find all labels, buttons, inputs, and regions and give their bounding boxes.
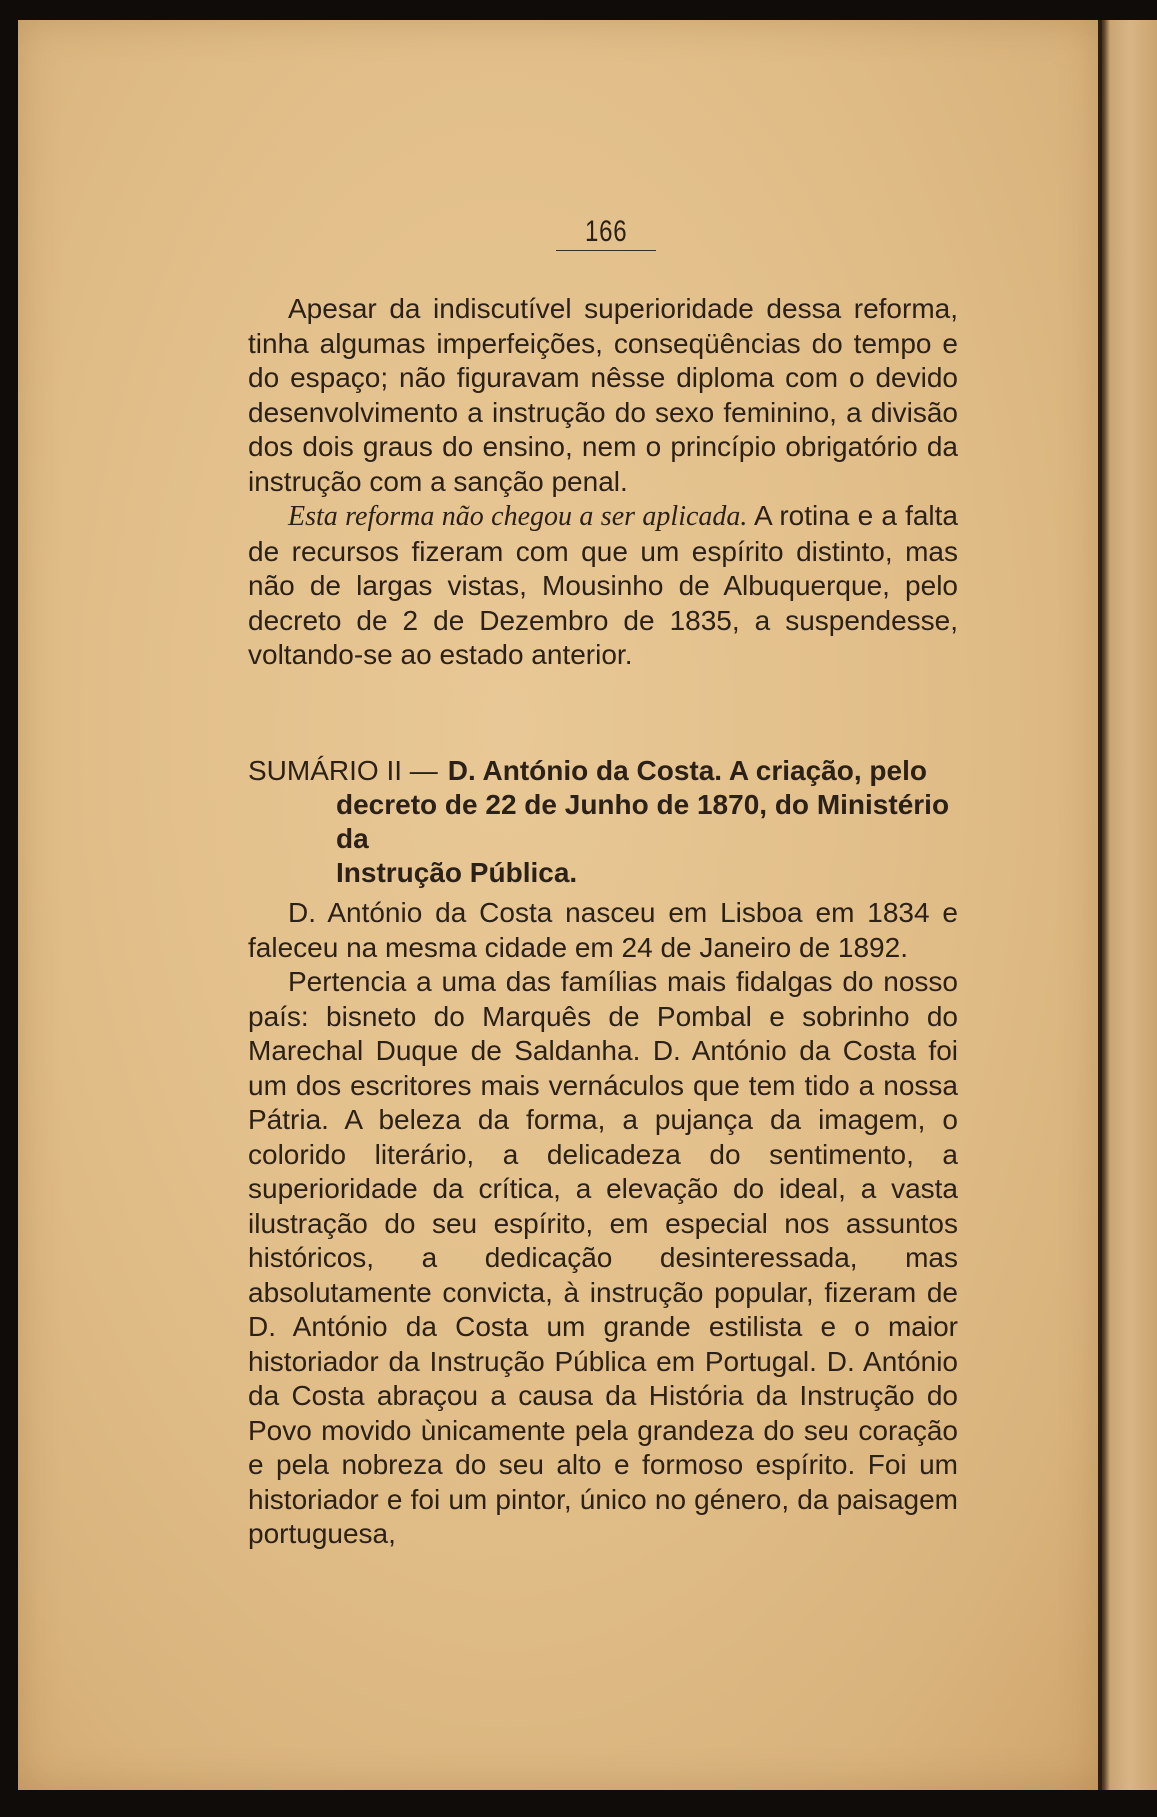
page-number-rule [556,250,656,251]
paragraph-reform-imperfections: Apesar da indiscutível superioridade dessa reforma, tinha algumas imperfeições, conseqüências do tempo e do espaço; não figuravam nêsse diploma com o devido desenvolvimento a instrução do sexo feminino, a divisão dos dois graus do ensino, nem o princípio obrigatório da instrução com a sanção penal. [248,293,958,497]
reform-note-rest: A rotina e a falta de recursos fizeram com que um espírito distinto, mas não de largas vistas, Mousinho de Albuquerque, pelo decreto de 2 de Dezembro de 1835, a suspendesse, voltando-se ao estado anterior. [248,500,959,670]
summary-line-1-text: D. António da Costa. A criação, pelo [447,755,927,786]
page-number: 166 [585,215,628,248]
summary-line-1 [248,754,958,788]
top-text-block [248,292,958,673]
summary-line-2: decreto de 22 de Junho de 1870, do Ministério da [336,789,950,854]
paragraph-reform-suspension [248,499,958,673]
adjacent-page-edge [1100,20,1157,1790]
paragraph-biography: Pertencia a uma das famílias mais fidalgas do nosso país: bisneto do Marquês de Pombal e sobrinho do Marechal Duque de Saldanha. D. António da Costa foi um dos escritores mais vernáculos que tem tido a nossa Pátria. A beleza da forma, a pujança da imagem, o colorido literário, a delicadeza do sentimento, a superioridade da crítica, a elevação do ideal, a vasta ilustração do seu espírito, em especial nos assuntos históricos, a dedicação desinteressada, mas absolutamente convicta, à instrução popular, fizeram de D. António da Costa um grande estilista e o maior historiador da Instrução Pública em Portugal. D. António da Costa abraçou a causa da História da Instrução do Povo movido ùnicamente pela grandeza do seu coração e pela nobreza do seu alto e formoso espírito. Foi um historiador e foi um pintor, único no género, da paisagem portuguesa, [248,966,958,1549]
summary-heading [248,754,958,890]
page-gutter-line [1098,20,1102,1790]
summary-line-3: Instrução Pública. [336,857,578,888]
reform-note-italic: Esta reforma não chegou a ser aplicada. [288,501,748,532]
paragraph-birth-death: D. António da Costa nasceu em Lisboa em 1834 e faleceu na mesma cidade em 24 de Janeiro de 1892. [248,897,958,963]
bottom-text-block [248,896,958,1552]
summary-label: SUMÁRIO II — [248,755,438,786]
